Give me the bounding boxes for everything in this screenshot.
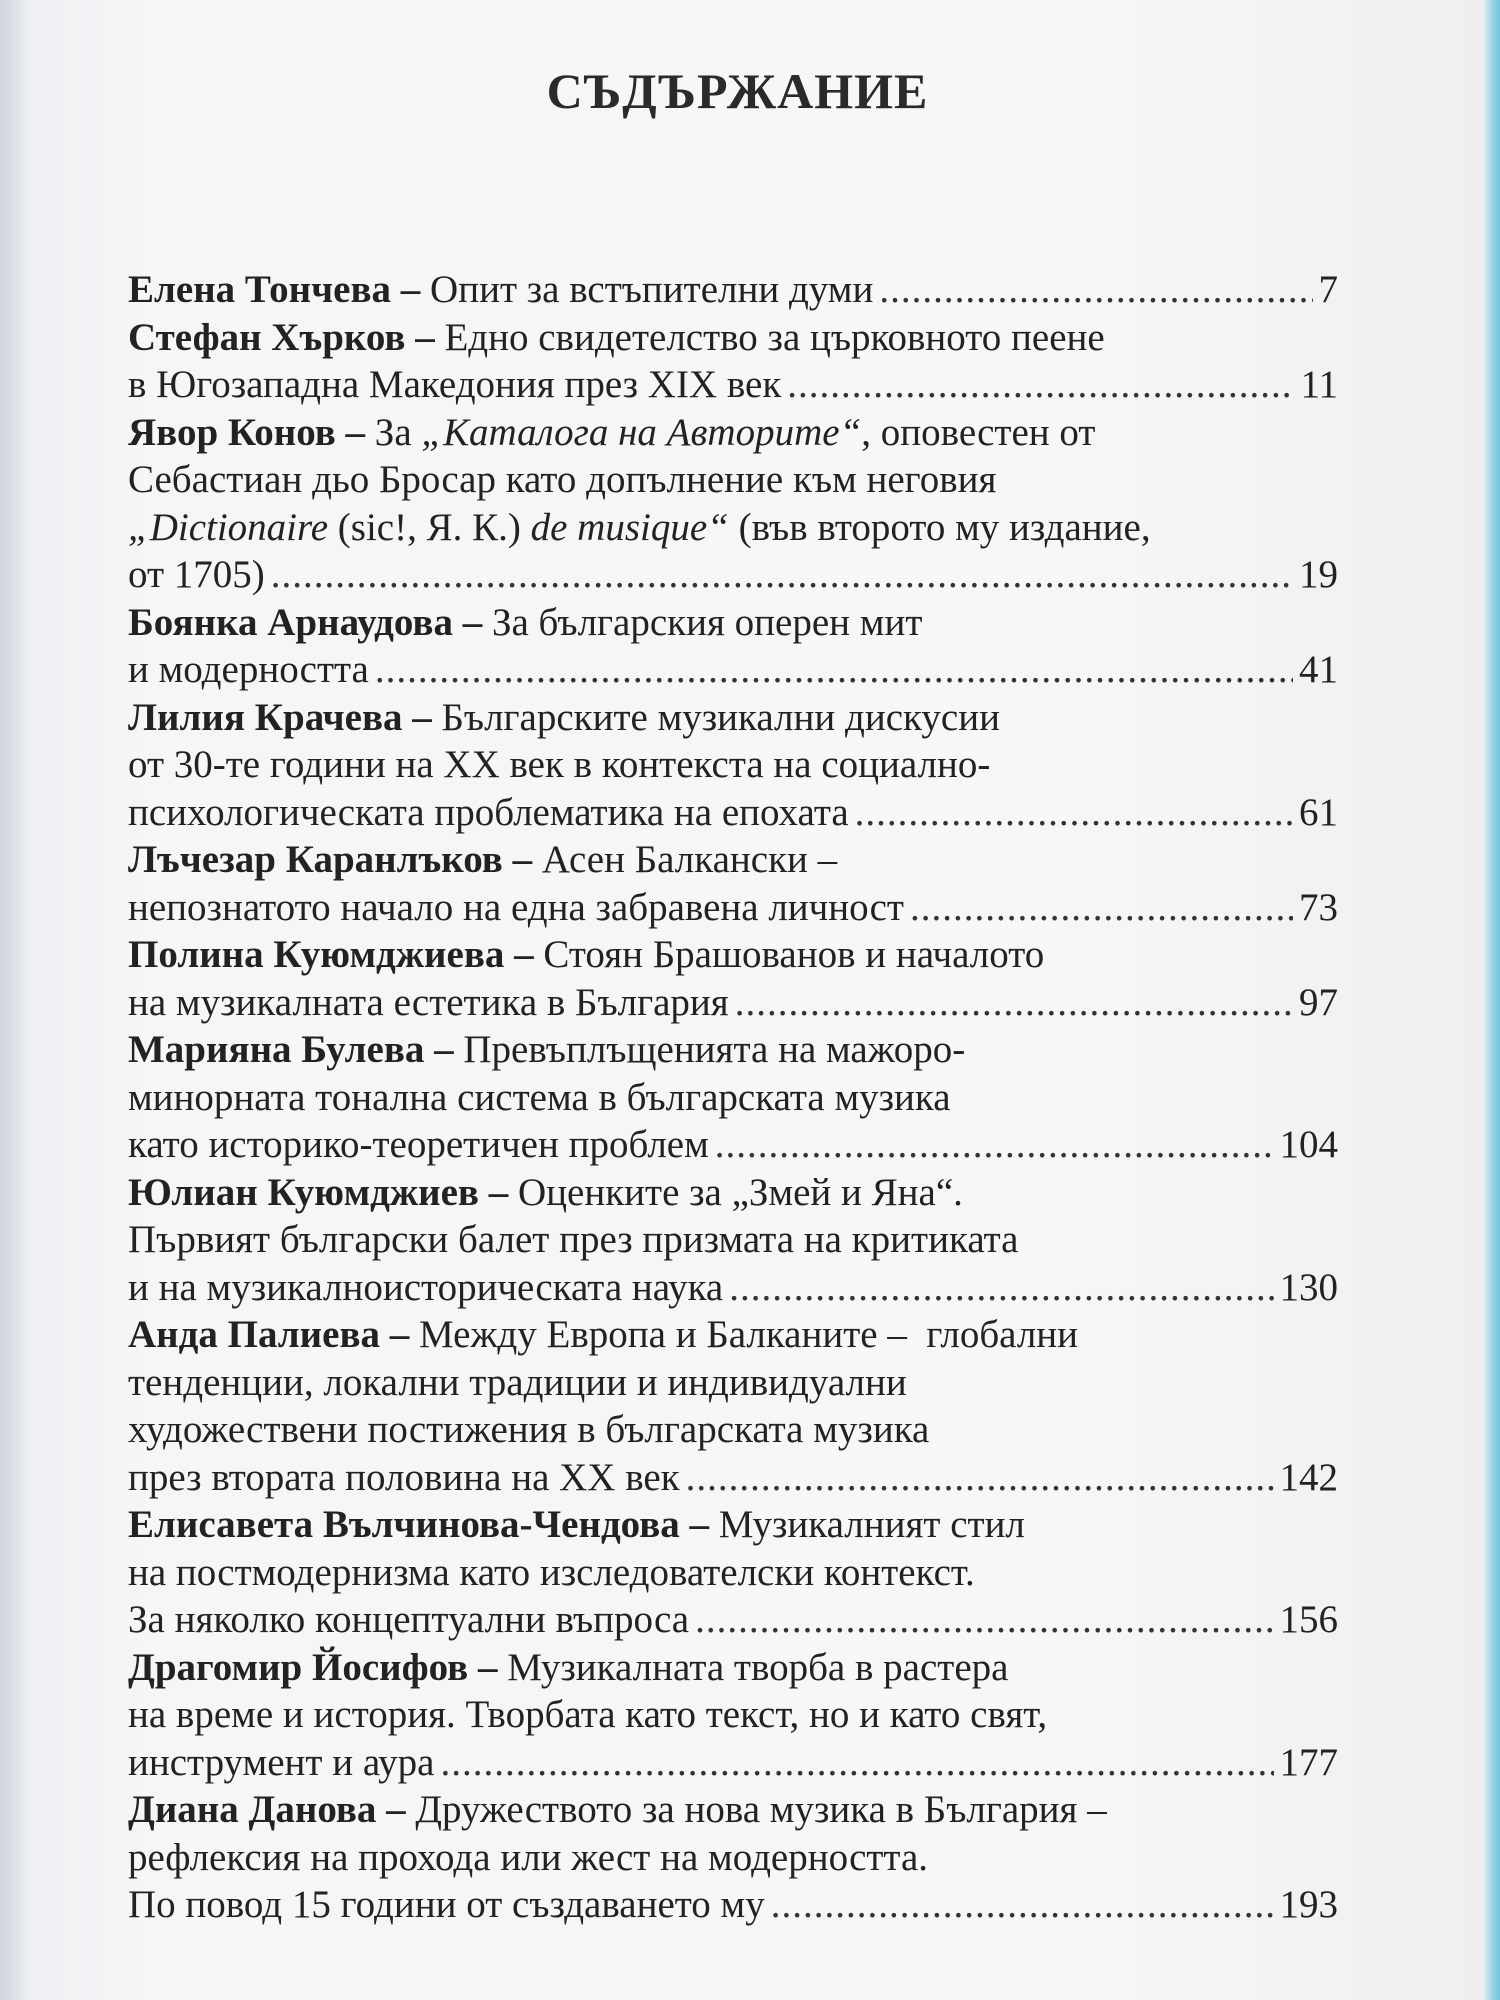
toc-title-line: от 1705) [128, 553, 265, 596]
toc-author: Явор Конов [128, 410, 336, 454]
toc-author: Марияна Булева [128, 1028, 425, 1071]
toc-title-line: Превъплъщенията на мажоро- [463, 1028, 966, 1071]
dot-leader [787, 361, 1294, 409]
toc-title-line: непознатото начало на една забравена личност [128, 885, 904, 929]
toc-title-line: като историко-теоретичен проблем [128, 1123, 709, 1166]
toc-author: Лилия Крачева [128, 695, 403, 739]
toc-entry: Лъчезар Каранлъков – Асен Балкански – непознатото начало на една забравена личност ..... 73 [128, 836, 1338, 931]
toc-page-number: 130 [1279, 1265, 1338, 1309]
toc-entry: Боянка Арнаудова – За българския оперен мит и модерността ..... 41 [128, 599, 1338, 694]
toc-author: Лъчезар Каранлъков [128, 838, 503, 881]
toc-entry: Диана Данова – Дружеството за нова музика в България – рефлексия на прохода или жест на модерността. По повод 15 години от създаването му ..... 193 [128, 1786, 1338, 1929]
toc-entry: Полина Куюмджиева – Стоян Брашованов и началото на музикалната естетика в България ..... 97 [128, 931, 1338, 1026]
toc-page-number: 61 [1299, 790, 1338, 834]
toc-author: Стефан Хърков [128, 315, 406, 359]
toc-title-line: и на музикалноисторическата наука [128, 1265, 724, 1309]
toc-title-line: в Югозападна Македония през XIX век [128, 363, 782, 406]
toc-title-line: Себастиан дьо Бросар като допълнение към неговия [128, 458, 997, 501]
dot-leader [440, 1739, 1273, 1787]
toc-title-line: Музикалният стил [718, 1503, 1025, 1546]
dot-leader [735, 979, 1293, 1027]
dot-leader [375, 646, 1293, 694]
toc-title-line: Оценките за „Змей и Яна“. [517, 1170, 963, 1214]
toc-page-number: 73 [1299, 885, 1338, 929]
toc-author: Боянка Арнаудова [128, 600, 453, 644]
dot-leader [729, 1264, 1273, 1312]
toc-title-line: Първият български балет през призмата на критиката [128, 1218, 1019, 1261]
toc-entry: Анда Палиева – Между Европа и Балканите – глобални тенденции, локални традиции и индивидуални художествени постижения в българската музика през втората половина на XX век ..... 142 [128, 1311, 1338, 1501]
toc-entry: Юлиан Куюмджиев – Оценките за „Змей и Яна“. Първият български балет през призмата на критиката и на музикалноисторическата наука ..... 130 [128, 1169, 1338, 1312]
toc-entry: Драгомир Йосифов – Музикалната творба в растера на време и история. Творбата като текст, но и като свят, инструмент и аура ..... 177 [128, 1644, 1338, 1787]
dot-leader [695, 1596, 1273, 1644]
toc-page-number: 11 [1300, 363, 1338, 406]
toc-entry: Явор Конов – За „Каталога на Авторите“, оповестен от Себастиан дьо Бросар като допълнение към неговия „Dictionaire (sic!, Я. К.) de musique“ (във второто му издание, от 1705) ..... 19 [128, 409, 1338, 599]
toc-page-number: 97 [1299, 980, 1338, 1024]
toc-page-number: 104 [1279, 1123, 1338, 1166]
dot-leader [855, 789, 1293, 837]
toc-page-number: 41 [1299, 648, 1338, 691]
toc-page-number: 19 [1299, 553, 1338, 596]
toc-title-line: Дружеството за нова музика в България – [415, 1788, 1107, 1831]
toc-title-line: Опит за встъпителни думи [430, 268, 874, 311]
toc-title-line: За българския оперен мит [491, 600, 923, 644]
dot-leader [271, 551, 1293, 599]
toc-entry: Стефан Хърков – Едно свидетелство за църковното пеене в Югозападна Македония през XIX век ..... 11 [128, 314, 1338, 409]
toc-title-line: през втората половина на XX век [128, 1455, 680, 1499]
toc-title-line: тенденции, локални традиции и индивидуални [128, 1360, 907, 1404]
toc-title-line: Музикалната творба в растера [507, 1645, 1009, 1689]
toc-title-line: Стоян Брашованов и началото [543, 933, 1045, 976]
toc-page-number: 142 [1279, 1455, 1338, 1499]
dot-leader [879, 266, 1312, 314]
toc-title-line: на време и история. Творбата като текст, но и като свят, [128, 1693, 1048, 1736]
toc-title-line: психологическата проблематика на епохата [128, 790, 849, 834]
toc-title-line: художествени постижения в българската музика [128, 1408, 930, 1451]
toc-title-line: За няколко концептуални въпроса [128, 1598, 690, 1641]
toc-title-line: Българските музикални дискусии [441, 695, 1000, 739]
toc-page-number: 177 [1279, 1740, 1338, 1784]
page-edge-blue [1482, 0, 1500, 2000]
toc-entry: Марияна Булева – Превъплъщенията на мажоро- минорната тонална система в българската музика като историко-теоретичен проблем ..... 104 [128, 1026, 1338, 1169]
toc-title-line: минорната тонална система в българската музика [128, 1075, 951, 1119]
dot-leader [771, 1881, 1274, 1929]
toc-author: Анда Палиева [128, 1313, 381, 1356]
toc-author: Юлиан Куюмджиев [128, 1170, 479, 1214]
toc-title-line: на музикалната естетика в България [128, 980, 729, 1024]
toc-author: Елена Тончева [128, 268, 392, 311]
toc-entry: Елисавета Вълчинова-Чендова – Музикалният стил на постмодернизма като изследователски контекст. За няколко концептуални въпроса ..... 156 [128, 1501, 1338, 1644]
toc-title-line: Едно свидетелство за църковното пеене [444, 315, 1105, 359]
toc-title-line: рефлексия на прохода или жест на модерността. [128, 1835, 929, 1879]
toc-title-line: инструмент и аура [128, 1740, 435, 1784]
toc-title-line: Асен Балкански – [541, 838, 838, 881]
toc-title-line: Между Европа и Балканите – глобални [419, 1313, 1079, 1356]
book-spine-shadow [0, 0, 34, 2000]
toc-author: Драгомир Йосифов [128, 1645, 469, 1689]
toc-title-line: и модерността [128, 648, 369, 691]
page-title: СЪДЪРЖАНИЕ [546, 63, 929, 119]
dot-leader [910, 884, 1293, 932]
toc-page-number: 7 [1318, 268, 1338, 311]
toc-title-line: от 30-те години на XX век в контекста на социално- [128, 743, 991, 786]
toc-page-number: 156 [1279, 1598, 1338, 1641]
table-of-contents [128, 266, 1338, 1929]
toc-title-line: на постмодернизма като изследователски контекст. [128, 1550, 975, 1594]
dot-leader [715, 1121, 1274, 1169]
toc-author: Полина Куюмджиева [128, 933, 505, 976]
toc-page-number: 193 [1279, 1883, 1338, 1926]
toc-entry: Елена Тончева – Опит за встъпителни думи ..... 7 [128, 266, 1338, 314]
toc-entry: Лилия Крачева – Българските музикални дискусии от 30-те години на XX век в контекста на социално- психологическата проблематика на епохата ..... 61 [128, 694, 1338, 837]
toc-author: Елисавета Вълчинова-Чендова [128, 1503, 680, 1546]
toc-author: Диана Данова [128, 1788, 377, 1831]
catalog-title-italic: „Каталога на Авторите“ [421, 410, 862, 454]
toc-title-line: По повод 15 години от създаването му [128, 1883, 765, 1926]
dot-leader [686, 1454, 1274, 1502]
